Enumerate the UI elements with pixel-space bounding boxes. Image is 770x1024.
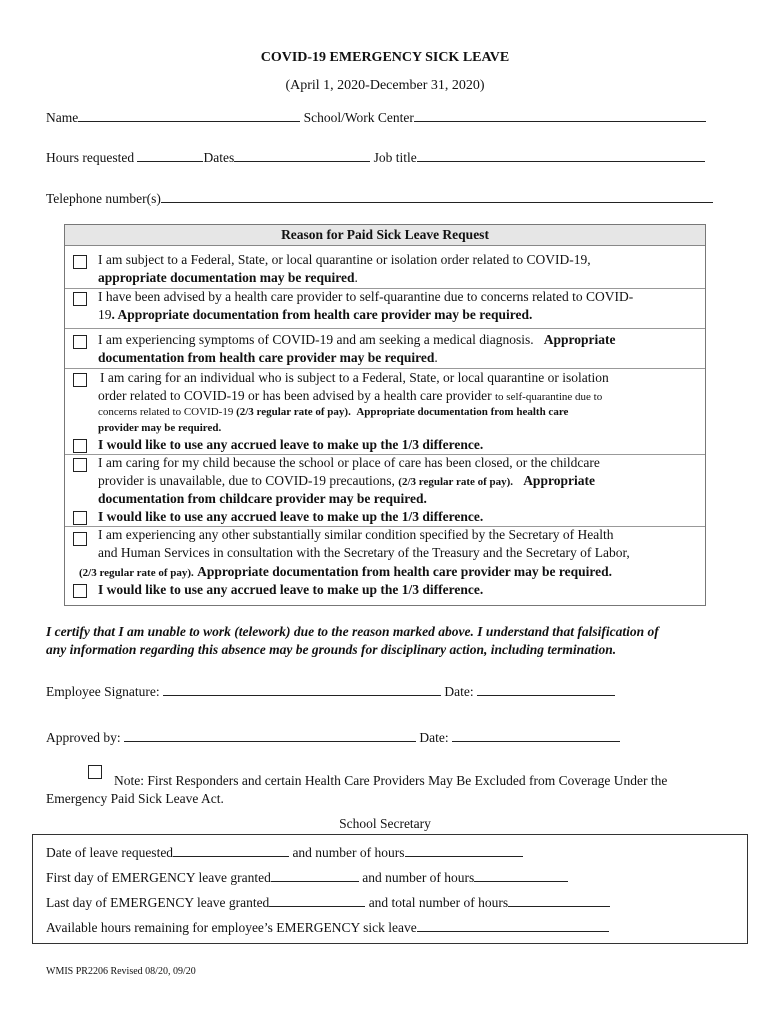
reason4-text-2b: to self-quarantine due to xyxy=(494,391,603,403)
name-row xyxy=(46,108,706,126)
job-title-label: Job title xyxy=(373,150,417,165)
reason4-text-3a: concerns related to COVID-19 xyxy=(98,406,234,418)
reason3-checkbox[interactable] xyxy=(73,335,87,349)
reason-divider xyxy=(65,368,705,369)
first-day-label: First day of EMERGENCY leave granted xyxy=(46,870,271,885)
job-title-field[interactable] xyxy=(417,148,705,162)
available-hours-field[interactable] xyxy=(417,918,609,932)
total-hours-label: and total number of hours xyxy=(368,895,509,910)
name-label: Name xyxy=(46,110,79,125)
dates-field[interactable] xyxy=(234,148,370,162)
telephone-label: Telephone number(s) xyxy=(46,191,161,206)
date-of-leave-label: Date of leave requested xyxy=(46,845,174,860)
reason2-text: I have been advised by a health care provider to self-quarantine due to concerns related to COVID- xyxy=(98,289,634,304)
total-hours-field[interactable] xyxy=(508,893,610,907)
telephone-field[interactable] xyxy=(161,189,713,203)
last-day-field[interactable] xyxy=(269,893,365,907)
first-day-hours-field[interactable] xyxy=(474,868,568,882)
reason5-checkbox[interactable] xyxy=(73,458,87,472)
number-of-hours-field[interactable] xyxy=(405,843,523,857)
first-day-hours-label: and number of hours xyxy=(362,870,475,885)
reason5-doc-b: documentation from childcare provider may be required. xyxy=(98,491,427,506)
reason5-accrued-text: I would like to use any accrued leave to make up the 1/3 difference. xyxy=(98,509,484,524)
note-line1: Note: First Responders and certain Health Care Providers May Be Excluded from Coverage Under the xyxy=(114,773,668,788)
reason5-doc-a: Appropriate xyxy=(523,473,595,488)
reason4-accrued-text: I would like to use any accrued leave to make up the 1/3 difference. xyxy=(98,437,484,452)
secretary-box xyxy=(32,834,748,944)
number-of-hours-label: and number of hours xyxy=(292,845,405,860)
hours-requested-field[interactable] xyxy=(137,148,203,162)
reason4-doc-a: Appropriate documentation from health care xyxy=(356,406,569,418)
reason2-doc: . Appropriate documentation from health care provider may be required. xyxy=(111,307,533,322)
dates-label: Dates xyxy=(203,150,235,165)
form-footer: WMIS PR2206 Revised 08/20, 09/20 xyxy=(46,966,196,977)
name-field[interactable] xyxy=(78,108,300,122)
reason3-doc-a: Appropriate xyxy=(543,332,616,347)
approved-by-field[interactable] xyxy=(124,728,416,742)
reason-header: Reason for Paid Sick Leave Request xyxy=(65,225,705,246)
note-line2: Emergency Paid Sick Leave Act. xyxy=(46,791,224,806)
approved-date-field[interactable] xyxy=(452,728,620,742)
employee-signature-field[interactable] xyxy=(163,682,441,696)
reason1-text: I am subject to a Federal, State, or local quarantine or isolation order related to COVID-19, xyxy=(98,252,591,267)
date-label: Date: xyxy=(444,684,474,699)
reason5-rate: (2/3 regular rate of pay). xyxy=(398,476,514,488)
reason6-accrued-checkbox[interactable] xyxy=(73,584,87,598)
first-day-field[interactable] xyxy=(271,868,359,882)
hours-row xyxy=(46,148,705,166)
reason4-rate: (2/3 regular rate of pay). xyxy=(236,406,351,418)
reason6-text-2: and Human Services in consultation with the Secretary of the Treasury and the Secretary of Labor, xyxy=(98,545,630,560)
reason1-checkbox[interactable] xyxy=(73,255,87,269)
school-work-center-field[interactable] xyxy=(414,108,706,122)
reason5-text: I am caring for my child because the school or place of care has been closed, or the childcare xyxy=(98,455,600,470)
reason6-text: I am experiencing any other substantially similar condition specified by the Secretary of Health xyxy=(98,527,614,542)
reason-divider xyxy=(65,328,705,329)
reason6-checkbox[interactable] xyxy=(73,532,87,546)
reason6-accrued-text: I would like to use any accrued leave to make up the 1/3 difference. xyxy=(98,582,484,597)
note-checkbox[interactable] xyxy=(88,765,102,779)
form-date-range: (April 1, 2020-December 31, 2020) xyxy=(285,78,485,93)
reason2-text-cont: 19 xyxy=(98,307,112,322)
employee-signature-row xyxy=(46,682,615,700)
reason5-text-2a: provider is unavailable, due to COVID-19 precautions, xyxy=(98,473,395,488)
reason-box: Reason for Paid Sick Leave Request I am subject to a Federal, State, or local quarantine or isolation order related to COVID-19, appropriate documentation may be required. I have been advised by a health care provider to self-quarantine due to concerns related to COVID- 19. Appropriate documentation from health care provider may be required. I am experiencing symptoms of COVID-19 and am seeking a medical diagnosis. Appropriate documentation from health care provider may be required. I am caring for an individual who is subject to a Federal, State, or local quarantine or isolation order related to COVID-19 or has been advised by a health care provider to self-quarantine due to concerns related to COVID-19 (2/3 regular rate of pay). Appropriate documentation from health care provider may be required. I would like to use any accrued leave to make up the 1/3 difference. I am caring for my child because the school or place of care has been closed, or the childcare provider is unavailable, due to COVID-19 precautions, (2/3 regular rate of pay). Appropriate documentation from childcare provider may be required. I would like to use any accrued leave to make up the 1/3 difference. I am experiencing any other substantially similar condition specified by the Secretary of Health and Human Services in consultation with the Secretary of the Treasury and the Secretary of Labor, (2/3 regular rate of pay). Appropriate documentation from health care provider may be required. I would like to use any accrued leave to make up the 1/3 difference. xyxy=(64,224,706,606)
reason2-checkbox[interactable] xyxy=(73,292,87,306)
reason3-text: I am experiencing symptoms of COVID-19 and am seeking a medical diagnosis. xyxy=(98,332,534,347)
available-hours-label: Available hours remaining for employee’s EMERGENCY sick leave xyxy=(46,920,417,935)
employee-signature-label: Employee Signature: xyxy=(46,684,160,699)
reason1-doc: appropriate documentation may be required xyxy=(98,270,355,285)
reason6-doc: Appropriate documentation from health care provider may be required. xyxy=(197,564,613,579)
reason4-text-2a: order related to COVID-19 or has been advised by a health care provider xyxy=(98,388,492,403)
reason4-accrued-checkbox[interactable] xyxy=(73,439,87,453)
school-work-center-label: School/Work Center xyxy=(303,110,414,125)
reason3-doc-b: documentation from health care provider may be required xyxy=(98,350,435,365)
reason4-text: I am caring for an individual who is subject to a Federal, State, or local quarantine or isolation xyxy=(100,370,609,385)
certify-line1: I certify that I am unable to work (telework) due to the reason marked above. I understand that falsification of xyxy=(46,624,659,639)
approved-row xyxy=(46,728,620,746)
form-title: COVID-19 EMERGENCY SICK LEAVE xyxy=(260,50,510,65)
last-day-label: Last day of EMERGENCY leave granted xyxy=(46,895,270,910)
reason5-accrued-checkbox[interactable] xyxy=(73,511,87,525)
secretary-heading: School Secretary xyxy=(339,816,431,831)
date-label: Date: xyxy=(419,730,449,745)
hours-requested-label: Hours requested xyxy=(46,150,135,165)
reason6-rate: (2/3 regular rate of pay). xyxy=(79,567,194,579)
employee-date-field[interactable] xyxy=(477,682,615,696)
reason4-checkbox[interactable] xyxy=(73,373,87,387)
date-of-leave-field[interactable] xyxy=(173,843,289,857)
approved-by-label: Approved by: xyxy=(46,730,121,745)
reason4-doc-b: provider may be required. xyxy=(98,422,222,434)
telephone-row xyxy=(46,189,713,207)
certify-line2: any information regarding this absence may be grounds for disciplinary action, including termination. xyxy=(46,642,617,657)
